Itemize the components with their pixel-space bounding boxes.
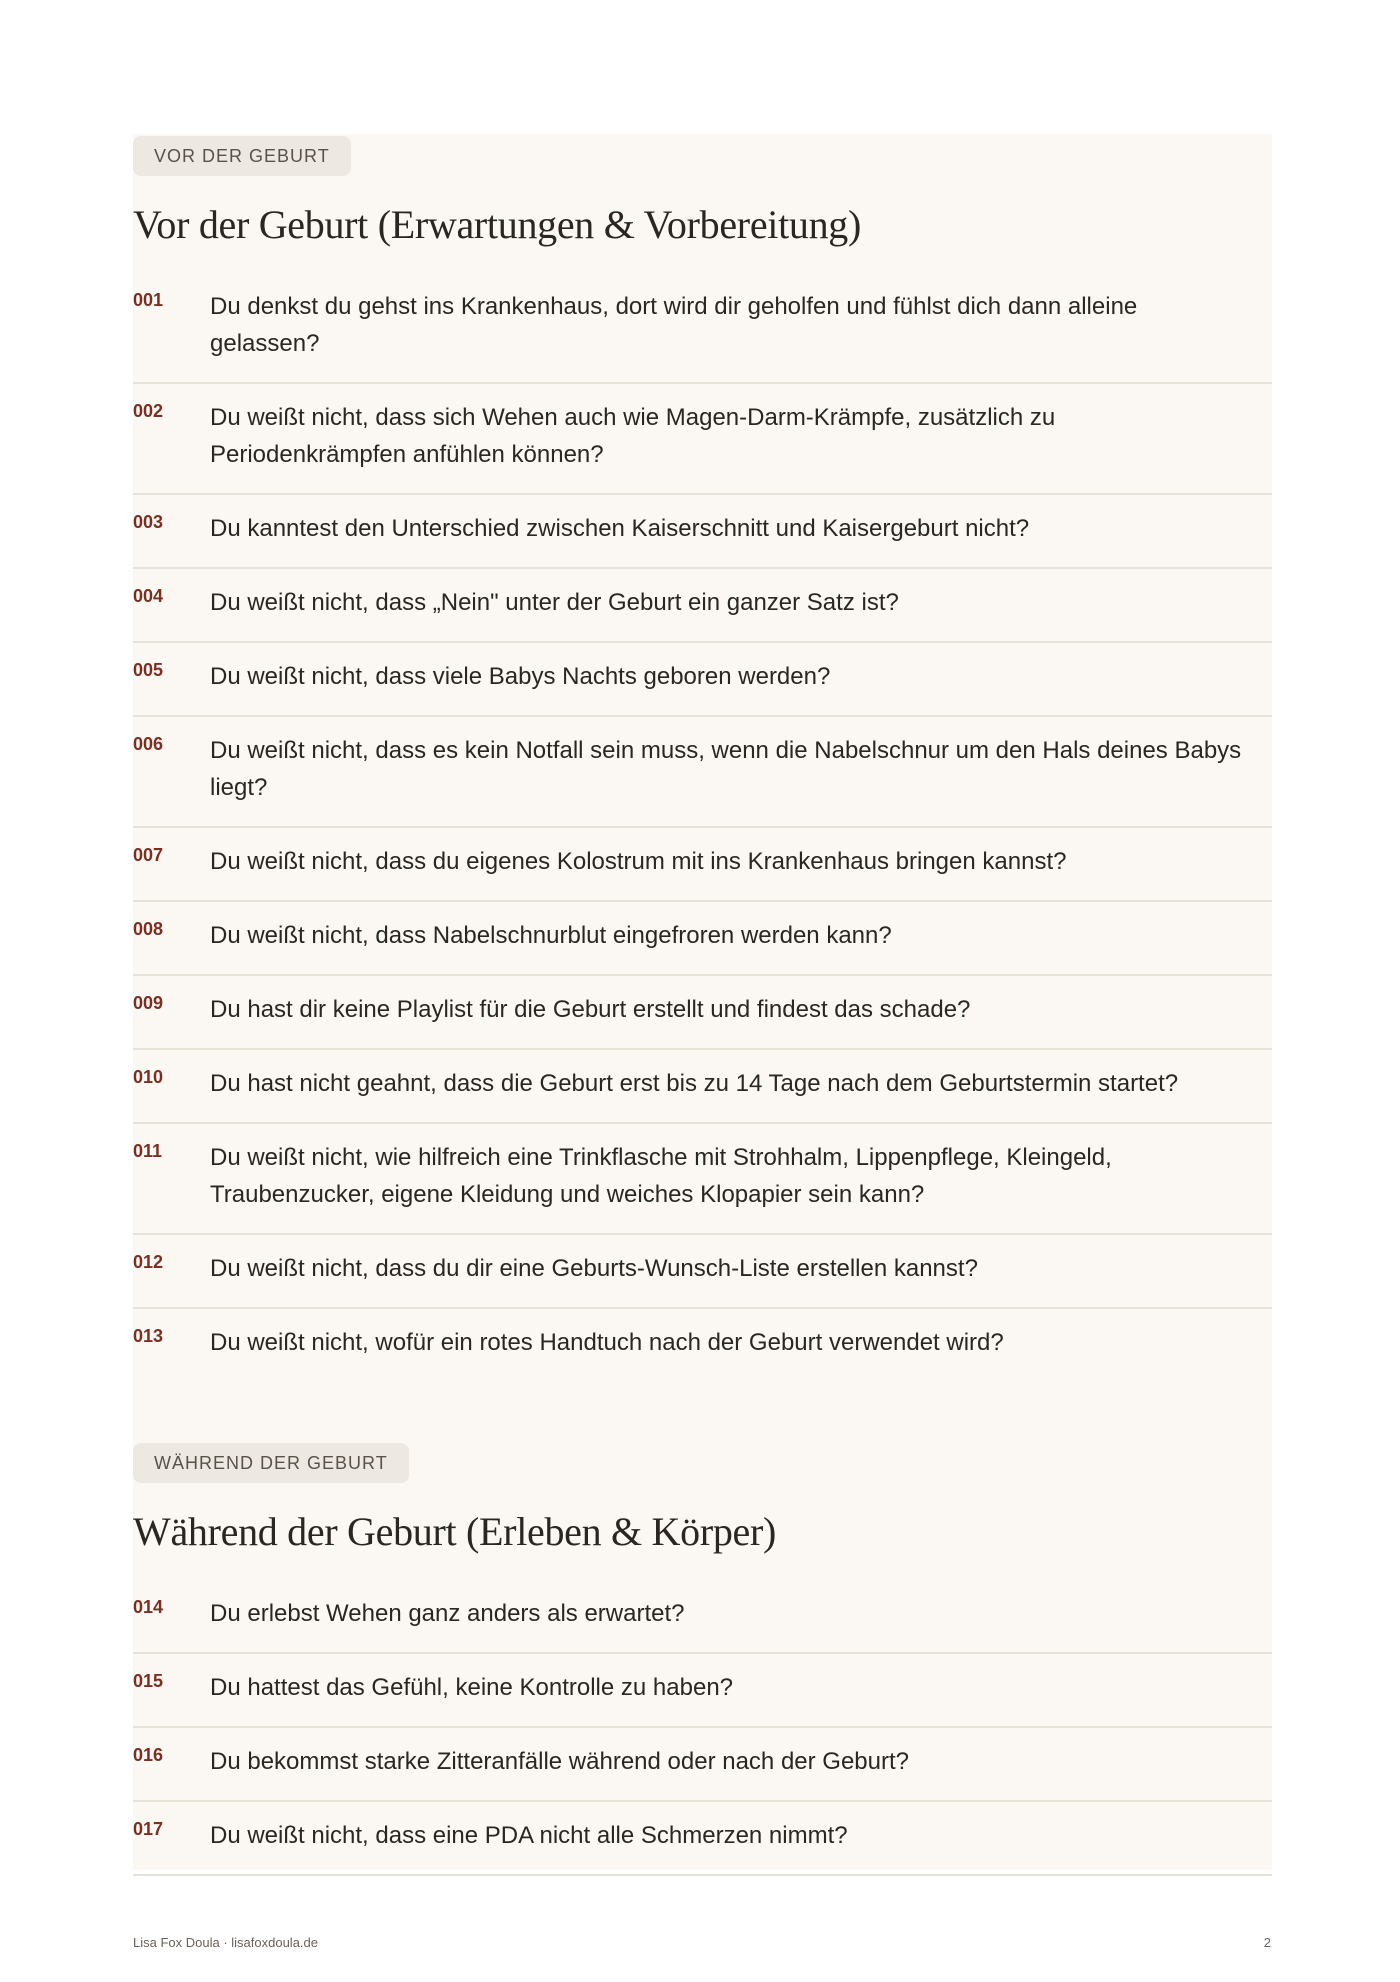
item-number: 009	[133, 993, 164, 1013]
item-text: Du hast dir keine Playlist für die Geburt erstellt und findest das schade?	[210, 996, 971, 1023]
item-text: Du weißt nicht, dass Nabelschnurblut eingefroren werden kann?	[210, 922, 892, 949]
section-heading: Während der Geburt (Erleben & Körper)	[133, 1509, 777, 1554]
item-number: 016	[133, 1745, 164, 1765]
list-item	[133, 1235, 1272, 1309]
item-text: Du weißt nicht, dass sich Wehen auch wie Magen-Darm-Krämpfe, zusätzlich zu Periodenkrämpfen anfühlen können?	[210, 404, 1056, 468]
list-item	[133, 569, 1272, 643]
item-number: 015	[133, 1671, 164, 1691]
section-during-birth	[133, 1443, 1272, 1876]
item-text: Du hast nicht geahnt, dass die Geburt erst bis zu 14 Tage nach dem Geburtstermin startet?	[210, 1070, 1179, 1097]
list-item	[133, 828, 1272, 902]
item-text: Du weißt nicht, dass eine PDA nicht alle Schmerzen nimmt?	[210, 1822, 848, 1849]
question-list	[133, 1580, 1272, 1876]
item-number: 005	[133, 660, 164, 680]
question-list	[133, 273, 1272, 1383]
item-number: 014	[133, 1597, 164, 1617]
list-item	[133, 495, 1272, 569]
list-item	[133, 1580, 1272, 1654]
item-text: Du denkst du gehst ins Krankenhaus, dort wird dir geholfen und fühlst dich dann alleine gelassen?	[210, 293, 1138, 357]
item-text: Du weißt nicht, dass es kein Notfall sein muss, wenn die Nabelschnur um den Hals deines Babys liegt?	[210, 737, 1242, 801]
item-text: Du bekommst starke Zitteranfälle während oder nach der Geburt?	[210, 1748, 910, 1775]
list-item	[133, 902, 1272, 976]
item-text: Du weißt nicht, dass du dir eine Geburts-Wunsch-Liste erstellen kannst?	[210, 1255, 978, 1282]
list-item	[133, 1802, 1272, 1876]
item-text: Du weißt nicht, dass viele Babys Nachts geboren werden?	[210, 663, 831, 690]
item-number: 006	[133, 734, 164, 754]
list-item	[133, 1654, 1272, 1728]
list-item	[133, 976, 1272, 1050]
item-text: Du weißt nicht, wie hilfreich eine Trinkflasche mit Strohhalm, Lippenpflege, Kleingeld, Traubenzucker, eigene Kleidung und weiches Klopapier sein kann?	[210, 1144, 1112, 1208]
item-number: 007	[133, 845, 164, 865]
page-number: 2	[1263, 1935, 1271, 1950]
list-item	[133, 1124, 1272, 1235]
item-number: 010	[133, 1067, 164, 1087]
item-number: 008	[133, 919, 164, 939]
list-item	[133, 1728, 1272, 1802]
item-number: 012	[133, 1252, 164, 1272]
item-text: Du erlebst Wehen ganz anders als erwartet?	[210, 1600, 685, 1627]
item-number: 011	[133, 1141, 163, 1161]
list-item	[133, 1309, 1272, 1383]
section-heading: Vor der Geburt (Erwartungen & Vorbereitung)	[133, 202, 862, 247]
item-text: Du weißt nicht, dass du eigenes Kolostrum mit ins Krankenhaus bringen kannst?	[210, 848, 1067, 875]
item-text: Du weißt nicht, dass „Nein" unter der Geburt ein ganzer Satz ist?	[210, 589, 899, 616]
section-tag: VOR DER GEBURT	[133, 136, 351, 176]
item-number: 001	[133, 290, 164, 310]
item-text: Du kanntest den Unterschied zwischen Kaiserschnitt und Kaisergeburt nicht?	[210, 515, 1030, 542]
list-item	[133, 643, 1272, 717]
list-item	[133, 384, 1272, 495]
section-before-birth	[133, 136, 1272, 1383]
item-number: 017	[133, 1819, 164, 1839]
item-number: 013	[133, 1326, 164, 1346]
list-item	[133, 717, 1272, 828]
section-tag: WÄHREND DER GEBURT	[133, 1443, 409, 1483]
list-item	[133, 1050, 1272, 1124]
item-text: Du hattest das Gefühl, keine Kontrolle zu haben?	[210, 1674, 734, 1701]
list-item	[133, 273, 1272, 384]
item-number: 003	[133, 512, 164, 532]
item-number: 004	[133, 586, 164, 606]
item-text: Du weißt nicht, wofür ein rotes Handtuch nach der Geburt verwendet wird?	[210, 1329, 1004, 1356]
footer-credit: Lisa Fox Doula · lisafoxdoula.de	[133, 1935, 318, 1950]
item-number: 002	[133, 401, 164, 421]
